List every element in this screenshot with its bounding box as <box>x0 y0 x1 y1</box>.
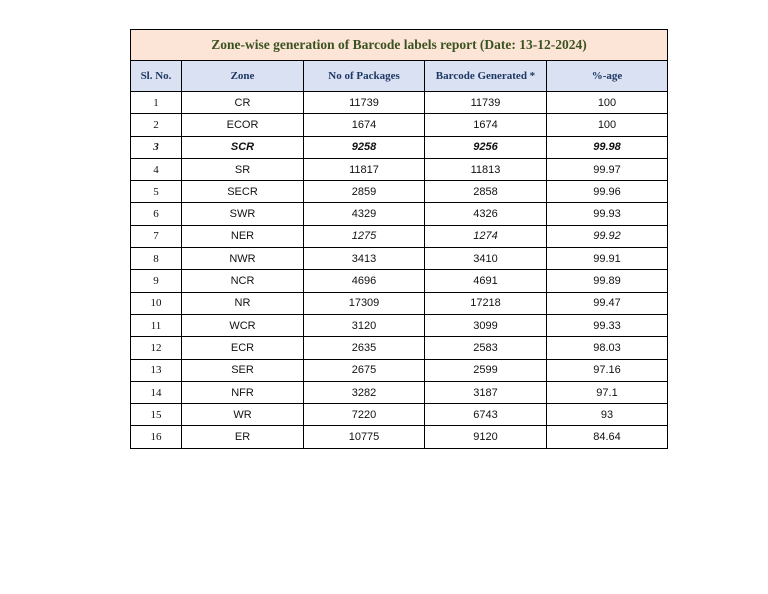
cell-barcode-generated: 17218 <box>425 292 547 314</box>
cell-barcode-generated: 2858 <box>425 181 547 203</box>
report-title: Zone-wise generation of Barcode labels report (Date: 13-12-2024) <box>131 30 668 61</box>
cell-percentage: 100 <box>547 92 668 114</box>
cell-barcode-generated: 6743 <box>425 404 547 426</box>
table-row <box>131 404 668 426</box>
cell-zone: NER <box>182 225 304 247</box>
header-zone: Zone <box>182 61 304 92</box>
cell-barcode-generated: 9120 <box>425 426 547 448</box>
table-row <box>131 136 668 158</box>
table-row <box>131 225 668 247</box>
cell-sl-no: 14 <box>131 381 182 403</box>
cell-packages: 2635 <box>304 337 425 359</box>
cell-barcode-generated: 4326 <box>425 203 547 225</box>
table-row <box>131 359 668 381</box>
cell-packages: 9258 <box>304 136 425 158</box>
cell-zone: SCR <box>182 136 304 158</box>
table-row <box>131 114 668 136</box>
cell-percentage: 99.93 <box>547 203 668 225</box>
cell-barcode-generated: 11813 <box>425 158 547 180</box>
cell-packages: 1674 <box>304 114 425 136</box>
cell-percentage: 93 <box>547 404 668 426</box>
cell-barcode-generated: 3099 <box>425 314 547 336</box>
cell-percentage: 97.1 <box>547 381 668 403</box>
header-packages: No of Packages <box>304 61 425 92</box>
cell-sl-no: 1 <box>131 92 182 114</box>
cell-barcode-generated: 3187 <box>425 381 547 403</box>
cell-packages: 1275 <box>304 225 425 247</box>
table-row <box>131 181 668 203</box>
cell-percentage: 99.91 <box>547 248 668 270</box>
cell-percentage: 99.97 <box>547 158 668 180</box>
cell-packages: 3282 <box>304 381 425 403</box>
cell-sl-no: 5 <box>131 181 182 203</box>
table-row <box>131 270 668 292</box>
cell-sl-no: 16 <box>131 426 182 448</box>
cell-zone: SR <box>182 158 304 180</box>
cell-percentage: 99.47 <box>547 292 668 314</box>
cell-barcode-generated: 1674 <box>425 114 547 136</box>
cell-barcode-generated: 9256 <box>425 136 547 158</box>
cell-sl-no: 10 <box>131 292 182 314</box>
cell-zone: SWR <box>182 203 304 225</box>
cell-sl-no: 12 <box>131 337 182 359</box>
cell-zone: WR <box>182 404 304 426</box>
cell-barcode-generated: 11739 <box>425 92 547 114</box>
cell-percentage: 99.89 <box>547 270 668 292</box>
table-row <box>131 381 668 403</box>
header-percentage: %-age <box>547 61 668 92</box>
cell-sl-no: 11 <box>131 314 182 336</box>
cell-sl-no: 4 <box>131 158 182 180</box>
cell-zone: SER <box>182 359 304 381</box>
cell-sl-no: 2 <box>131 114 182 136</box>
cell-percentage: 99.98 <box>547 136 668 158</box>
cell-percentage: 99.33 <box>547 314 668 336</box>
header-barcode-generated: Barcode Generated * <box>425 61 547 92</box>
cell-zone: ECOR <box>182 114 304 136</box>
cell-percentage: 99.96 <box>547 181 668 203</box>
table-row <box>131 158 668 180</box>
cell-packages: 7220 <box>304 404 425 426</box>
cell-zone: NR <box>182 292 304 314</box>
header-sl-no: Sl. No. <box>131 61 182 92</box>
cell-sl-no: 7 <box>131 225 182 247</box>
cell-zone: WCR <box>182 314 304 336</box>
cell-percentage: 100 <box>547 114 668 136</box>
cell-zone: ER <box>182 426 304 448</box>
table-row <box>131 426 668 448</box>
cell-packages: 10775 <box>304 426 425 448</box>
header-row <box>131 61 668 92</box>
table-row <box>131 337 668 359</box>
cell-barcode-generated: 1274 <box>425 225 547 247</box>
cell-percentage: 84.64 <box>547 426 668 448</box>
cell-sl-no: 6 <box>131 203 182 225</box>
cell-barcode-generated: 2583 <box>425 337 547 359</box>
zone-report-table <box>130 29 668 449</box>
cell-percentage: 98.03 <box>547 337 668 359</box>
table-row <box>131 92 668 114</box>
cell-barcode-generated: 3410 <box>425 248 547 270</box>
cell-packages: 3413 <box>304 248 425 270</box>
cell-sl-no: 8 <box>131 248 182 270</box>
table-row <box>131 314 668 336</box>
cell-sl-no: 13 <box>131 359 182 381</box>
cell-barcode-generated: 4691 <box>425 270 547 292</box>
cell-sl-no: 15 <box>131 404 182 426</box>
cell-zone: ECR <box>182 337 304 359</box>
cell-packages: 2859 <box>304 181 425 203</box>
cell-zone: SECR <box>182 181 304 203</box>
cell-packages: 2675 <box>304 359 425 381</box>
cell-packages: 3120 <box>304 314 425 336</box>
cell-sl-no: 9 <box>131 270 182 292</box>
cell-percentage: 99.92 <box>547 225 668 247</box>
table-row <box>131 292 668 314</box>
cell-packages: 4329 <box>304 203 425 225</box>
cell-packages: 17309 <box>304 292 425 314</box>
cell-barcode-generated: 2599 <box>425 359 547 381</box>
cell-percentage: 97.16 <box>547 359 668 381</box>
cell-packages: 4696 <box>304 270 425 292</box>
table-row <box>131 248 668 270</box>
cell-packages: 11817 <box>304 158 425 180</box>
table-row <box>131 203 668 225</box>
cell-zone: NWR <box>182 248 304 270</box>
cell-zone: NCR <box>182 270 304 292</box>
cell-sl-no: 3 <box>131 136 182 158</box>
cell-zone: CR <box>182 92 304 114</box>
cell-zone: NFR <box>182 381 304 403</box>
cell-packages: 11739 <box>304 92 425 114</box>
